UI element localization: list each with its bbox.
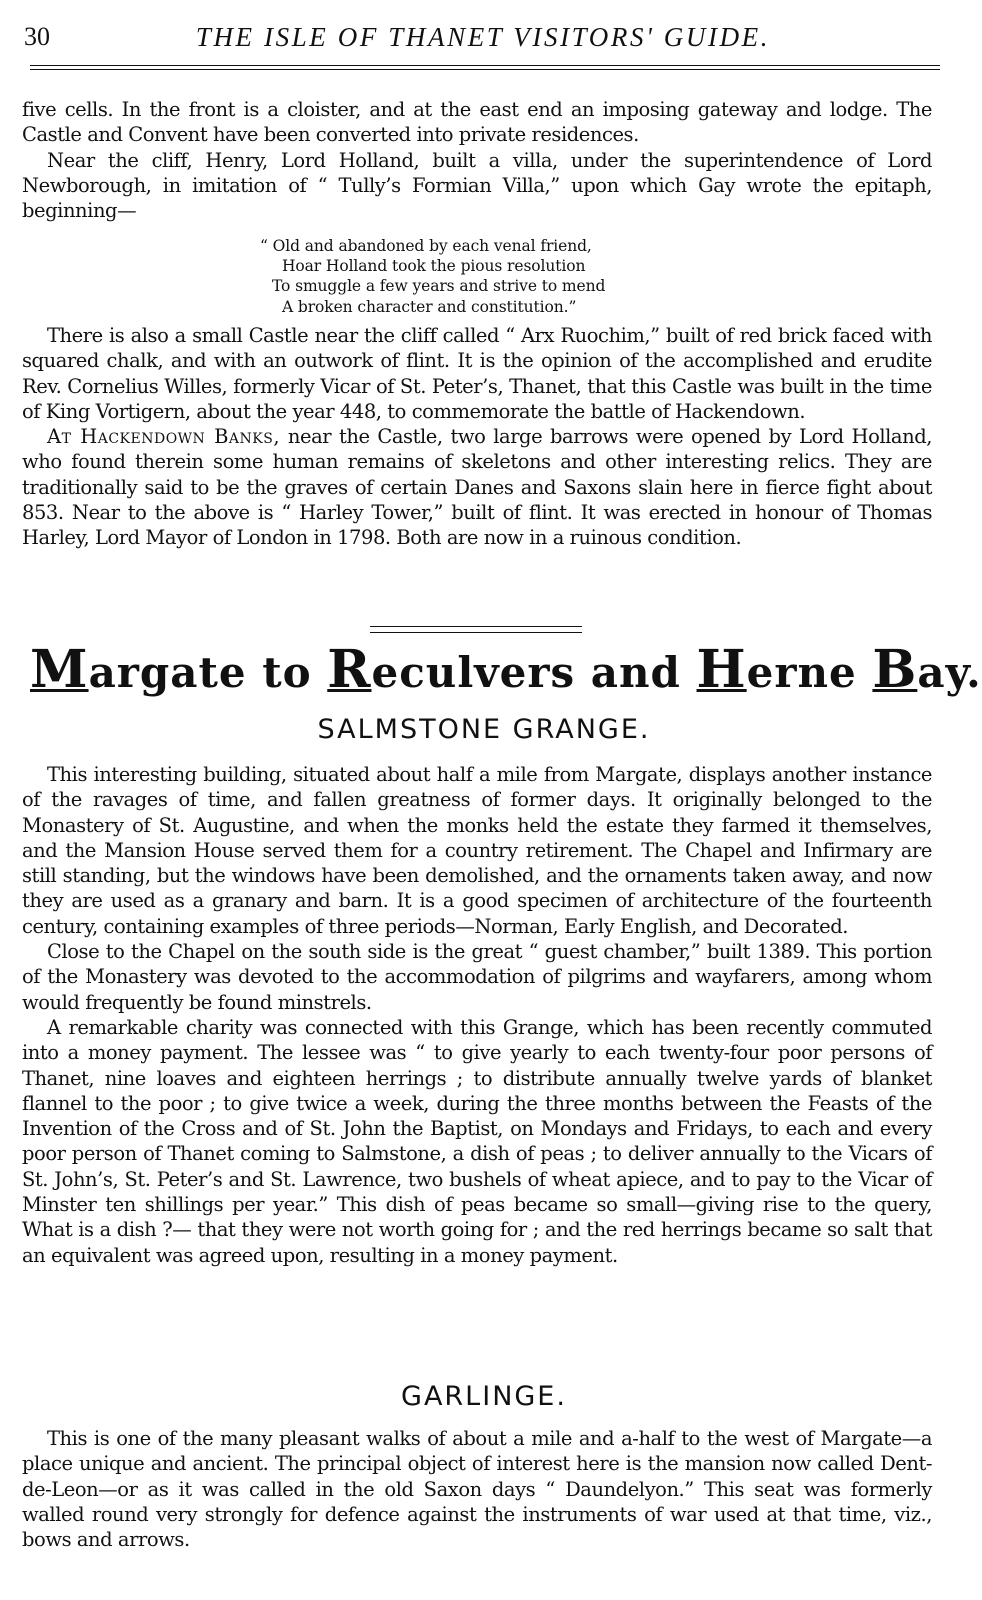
paragraph: A remarkable charity was connected with this Grange, which has been recently commuted into a money payment. The lessee was “ to give yearly to each twenty-four poor persons of Thanet, nine loaves and eighteen herrings ; to distribute annually twelve yards of blanket flannel to the poor ; to give twice a week, during the three months between the Feasts of the Invention of the Cross and of St. John the Baptist, on Mondays and Fridays, to each and every poor person of Thanet coming to Salmstone, a dish of peas ; to deliver annually to the Vicars of St. John’s, St. Peter’s and St. Lawrence, two bushels of wheat apiece, and to pay to the Vicar of Minster ten shillings per year.” This dish of peas became so small—giving rise to the query, What is a dish ?— that they were not worth going for ; and the red herrings became so salt that an equivalent was agreed upon, resulting in a money payment. xyxy=(22,1015,932,1267)
epitaph-verse xyxy=(260,236,720,317)
place-name: At Hackendown Banks, xyxy=(47,425,281,449)
paragraph: At Hackendown Banks, near the Castle, two large barrows were opened by Lord Holland, who found therein some human remains of skeletons and other interesting relics. They are traditionally said to be the graves of certain Danes and Saxons slain here in fierce fight about 853. Near to the above is “ Harley Tower,” built of flint. It was erected in honour of Thomas Harley, Lord Mayor of London in 1798. Both are now in a ruinous condition. xyxy=(22,425,932,550)
verse-line: A broken character and constitution.” xyxy=(282,297,577,316)
page-header xyxy=(24,20,942,54)
verse-line: “ Old and abandoned by each venal friend, xyxy=(260,237,592,255)
text-block-salmstone xyxy=(22,762,932,1268)
paragraph: This is one of the many pleasant walks of about a mile and a-half to the west of Margate—a place unique and ancient. The principal object of interest here is the mansion now called Dent-de-Leon—or as it was called in the old Saxon days “ Daundelyon.” This seat was formerly walled round very strongly for defence against the instruments of war used at that time, viz., bows and arrows. xyxy=(22,1427,932,1552)
text-block-garlinge xyxy=(22,1426,932,1552)
paragraph: There is also a small Castle near the cliff called “ Arx Ruochim,” built of red brick faced with squared chalk, and with an outwork of flint. It is the opinion of the accomplished and erudite Rev. Cornelius Willes, formerly Vicar of St. Peter’s, Thanet, that this Castle was built in the time of King Vortigern, about the year 448, to commemorate the battle of Hackendown. xyxy=(22,324,932,423)
paragraph: This interesting building, situated about half a mile from Margate, displays another instance of the ravages of time, and fallen greatness of former days. It originally belonged to the Monastery of St. Augustine, and when the monks held the estate they farmed it themselves, and the Mansion House served them for a country retirement. The Chapel and Infirmary are still standing, but the windows have been demolished, and the ornaments taken away, and now they are used as a granary and barn. It is a good specimen of architecture of the fourteenth century, containing examples of three periods—Norman, Early English, and Decorated. xyxy=(22,763,932,938)
paragraph: five cells. In the front is a cloister, and at the east end an imposing gateway and lodge. The Castle and Convent have been converted into private residences. xyxy=(22,98,932,147)
section-heading-salmstone: SALMSTONE GRANGE. xyxy=(317,714,651,745)
verse-line: To smuggle a few years and strive to mend xyxy=(272,277,606,296)
verse-line: Hoar Holland took the pious resolution xyxy=(282,257,586,276)
route-heading: Margate to Reculvers and Herne Bay. xyxy=(30,639,982,700)
section-heading-garlinge: GARLINGE. xyxy=(401,1381,567,1412)
header-rule xyxy=(30,65,940,70)
text-block-1 xyxy=(22,97,932,223)
text-block-2 xyxy=(22,323,932,551)
running-title: THE ISLE OF THANET VISITORS' GUIDE. xyxy=(195,22,771,52)
page-number: 30 xyxy=(24,22,50,51)
paragraph: Near the cliff, Henry, Lord Holland, built a villa, under the superintendence of Lord Newborough, in imitation of “ Tully’s Formian Villa,” upon which Gay wrote the epitaph, beginning— xyxy=(22,148,932,223)
section-divider xyxy=(370,626,582,633)
paragraph: Close to the Chapel on the south side is the great “ guest chamber,” built 1389. This portion of the Monastery was devoted to the accommodation of pilgrims and wayfarers, among whom would frequently be found minstrels. xyxy=(22,940,932,1014)
